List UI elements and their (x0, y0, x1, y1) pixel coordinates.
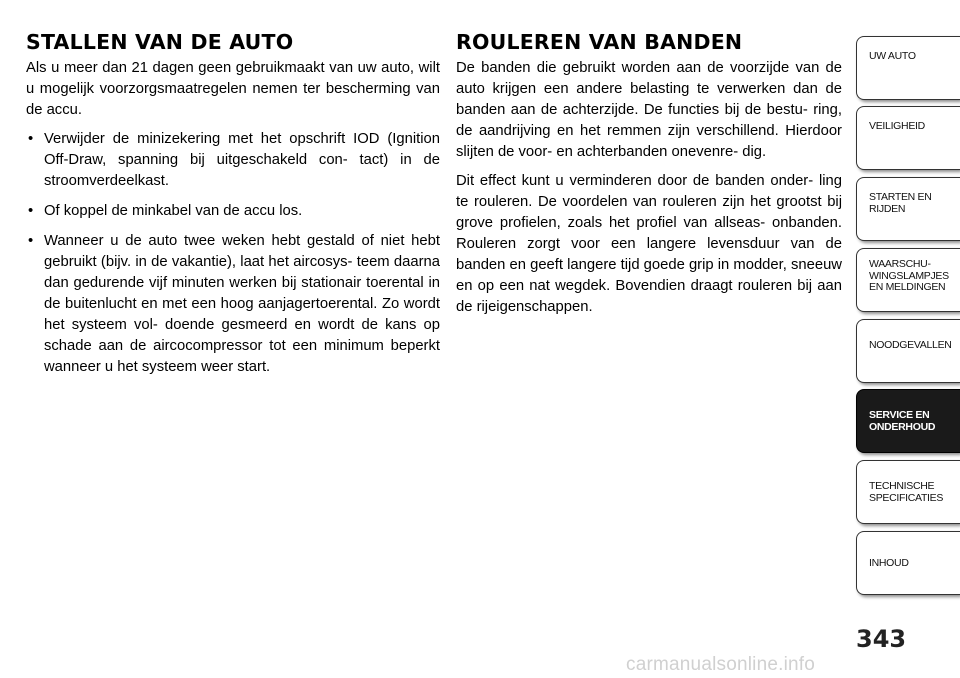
tab-technische-specificaties[interactable]: TECHNISCHE SPECIFICATIES (856, 460, 960, 524)
tab-noodgevallen[interactable]: NOODGEVALLEN (856, 319, 960, 383)
bullet-text: Wanneer u de auto twee weken hebt gestald of niet hebt gebruikt (bijv. in de vakantie), laat het aircosys- teem daarna dan gedurende vijf minuten werken bij stationair toerental in de buitenlucht en met een hoog aanjagertoerental. Zo wordt het systeem vol- doende gesmeerd en wordt de kans op schade aan de aircocompressor tot een minimum beperkt wanneer u het systeem weer start. (44, 233, 440, 375)
watermark: carmanualsonline.info (626, 654, 816, 675)
tab-waarschuwingslampjes[interactable]: WAARSCHU- WINGSLAMPJES EN MELDINGEN (856, 248, 960, 312)
list-item (26, 201, 440, 222)
section-storing-vehicle (26, 30, 440, 387)
section-heading-tire-rotation: ROULEREN VAN BANDEN (456, 30, 743, 54)
tab-service-en-onderhoud[interactable]: SERVICE EN ONDERHOUD (856, 389, 960, 453)
list-item (26, 129, 440, 192)
tab-veiligheid[interactable]: VEILIGHEID (856, 106, 960, 170)
tire-rotation-paragraph: Dit effect kunt u verminderen door de banden onder- ling te rouleren. De voordelen van rouleren zijn het grootst bij grove profielen, zoals het profiel van allseas- onbanden. Rouleren zorgt voor een langere levensduur van de banden en geeft langere tijd goede grip in modder, sneeuw en op een nat wegdek. Bovendien draagt rouleren bij aan de rijeigenschappen. (456, 173, 842, 315)
bullet-text: Verwijder de minizekering met het opschrift IOD (Ignition Off-Draw, spanning bij uitgeschakeld con- tact) in de stroomverdeelkast. (44, 131, 440, 189)
bullet-icon: • (28, 203, 34, 219)
bullet-text: Of koppel de minkabel van de accu los. (44, 203, 303, 219)
tire-rotation-paragraph: De banden die gebruikt worden aan de voorzijde van de auto krijgen een andere belasting te verwerken dan de banden aan de achterzijde. De functies bij de bestu- ring, de aandrijving en het remmen zijn verschillend. Hierdoor slijten de voor- en achterbanden onevenre- dig. (456, 60, 842, 160)
bullet-icon: • (28, 233, 34, 249)
tab-uw-auto[interactable]: UW AUTO (856, 36, 960, 100)
bullet-icon: • (28, 131, 34, 147)
tab-starten-en-rijden[interactable]: STARTEN EN RIJDEN (856, 177, 960, 241)
tab-inhoud[interactable]: INHOUD (856, 531, 960, 595)
section-tire-rotation (456, 30, 842, 326)
section-heading-storing: STALLEN VAN DE AUTO (26, 30, 294, 54)
storing-intro: Als u meer dan 21 dagen geen gebruikmaakt van uw auto, wilt u mogelijk voorzorgsmaatregelen nemen ter bescherming van de accu. (26, 60, 440, 118)
storing-bullet-list (26, 129, 440, 378)
list-item (26, 231, 440, 378)
page-number: 343 (856, 625, 907, 653)
